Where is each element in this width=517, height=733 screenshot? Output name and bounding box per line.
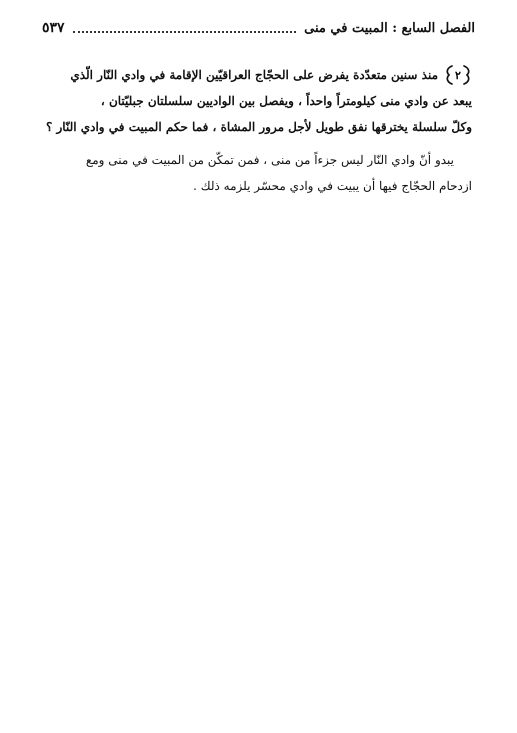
decorative-bracket-icon	[444, 64, 472, 86]
answer-line-1: يبدو أنّ وادي النّار ليس جزءاً من منى ، فمن تمكّن من المبيت في منى ومع	[85, 153, 454, 167]
question-section	[42, 62, 472, 140]
question-line-1	[42, 62, 472, 88]
answer-section	[42, 147, 472, 199]
page-number: ٥٣٧	[42, 20, 65, 36]
running-title: الفصل السابع : المبيت في منى	[304, 20, 475, 36]
dotted-leader	[73, 31, 297, 33]
page-header	[42, 17, 475, 39]
question-line-3: وكلّ سلسلة يخترقها نفق طويل لأجل مرور المشاة ، فما حكم المبيت في وادي النّار ؟	[45, 120, 472, 134]
question-text-1: منذ سنين متعدّدة يفرض على الحجّاج العراقيّين الإقامة في وادي النّار الّذي	[70, 68, 438, 82]
question-number: ٢	[455, 69, 461, 82]
question-number-badge	[444, 64, 472, 86]
answer-line-2: ازدحام الحجّاج فيها أن يبيت في وادي محسّر يلزمه ذلك .	[193, 179, 472, 193]
question-line-2: يبعد عن وادي منى كيلومتراً واحداً ، ويفصل بين الواديين سلسلتان جبليّتان ،	[100, 94, 472, 108]
